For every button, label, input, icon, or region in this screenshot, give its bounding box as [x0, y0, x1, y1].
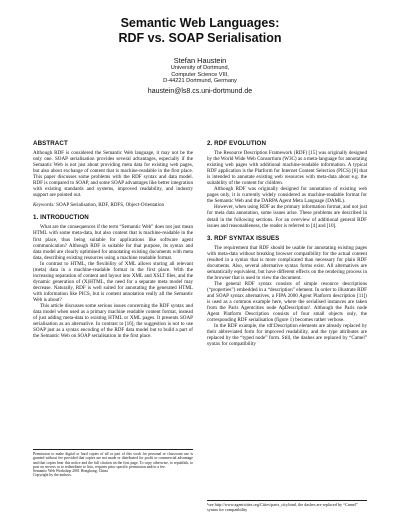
affiliation-line-1: University of Dortmund, [170, 65, 230, 71]
venue-line: Semantic Web Workshop 2001 Hongkong, China [33, 469, 108, 474]
introduction-heading: 1. INTRODUCTION [33, 214, 89, 222]
evolution-paragraph-2: Although RDF was originally designed for annotation of existing web pages only, it is currently widely considered as machine-readable format for the Semantic Web and the DARPA Agent Meta Language (DAML). [207, 186, 367, 205]
introduction-paragraph-2: In contrast to HTML, the flexibility of XML allows storing all relevant (meta) data in a machine-readable format in the first place. With the increasing separation of content and layout into XML and XSLT files, and the dynamic generation of (X)HTML, the need for a separate meta model may decrease. Naturally, RDF is well suited for annotating the generated HTML with information like PICS, but is content annotation really all the Semantic Web is about? [33, 260, 193, 303]
evolution-paragraph-1: The Resource Description Framework (RDF) [15] was originally designed by the World Wide Web Consortium (W3C) as a meta-language for annotating existing web pages with additional machine-readable information. A typical RDF application is the Platform for Internet Content Selection (PICS) [6] that is intended to annotate existing web resources with meta-data about e.g. the suitability of the content for children. [207, 150, 367, 187]
abstract-text: Although RDF is considered the Semantic Web language, it may not be the only one. SOAP serialisation provides several advantages, especially if the Semantic Web is not just about providing meta data for existing web pages, but also about exchange of content that is machine-readable in the first place. This paper discusses some problems with the RDF syntax and data model. RDF is compared to SOAP, and some SOAP advantages like better integration with existing standards and systems, improved readability, and industry support are pointed out. [33, 150, 193, 199]
abstract-heading: ABSTRACT [33, 140, 68, 147]
evolution-heading: 2. RDF EVOLUTION [207, 140, 267, 147]
permission-text: Permission to make digital or hard copies of all or part of this work for personal or classroom use is granted without fee provided that copies are not made or distributed for profit or commercial advantage and that copies bear this notice and the full citation on the first page. To copy otherwise, to republish, to post on servers or to redistribute to lists, requires prior specific permission and/or a fee. [33, 452, 193, 469]
title-line-1: Semantic Web Languages: [120, 16, 280, 30]
keywords-list: SOAP Serialisation, RDF, RDFS, Object-Orientation [56, 202, 165, 209]
syntax-paragraph-3: In the RDF example, the rdf:Description elements are already replaced by their abbreviated form for improved readability, and the type attributes are replaced by the “typed node” form. Still, the dashes are replaced by “Camel” syntax for compatibility [207, 323, 367, 348]
introduction-paragraph-1: What are the consequences if the term “Semantic Web” does not just mean HTML with some meta-data, but also content that is machine-readable in the first place, thus being suitable for applications like software agent communication? Although RDF is suitable for that purpose, its syntax and data model are clearly optimised for annotating existing documents with meta data, describing existing resources using a machine readable format. [33, 224, 193, 261]
keywords-label: Keywords: [33, 202, 55, 209]
left-column [33, 140, 193, 339]
affiliation-line-2: Computer Science VIII, [171, 71, 229, 78]
syntax-paragraph-1: The requirement that RDF should be usable for annotating existing pages with meta-data without breaking browser compatibility for the actual content resulted in a syntax that is more complicated than necessary for plain RDF documents. Also, several alternative syntax forms exist. All alternatives are semantically equivalent, but have different effects on the rendering process in the browser that is used to view the document. [207, 244, 367, 281]
permission-notice [33, 449, 193, 478]
author-block [0, 56, 400, 96]
copyright-line: Copyright by the authors. [33, 473, 72, 478]
affiliation-line-3: D-44221 Dortmund, Germany [163, 78, 237, 85]
syntax-heading: 3. RDF SYNTAX ISSUES [207, 234, 280, 242]
paper-title [0, 16, 400, 45]
author-email: haustein@ls8.cs.uni-dortmund.de [147, 87, 253, 95]
keywords [33, 202, 193, 208]
paper-header [0, 16, 400, 96]
right-column [207, 140, 367, 347]
footnote: ¹see http://www.agentcities.org/Cities/paris_city.html, the dashes are replaced by “Camel” syntax for compatibility [207, 500, 367, 513]
syntax-paragraph-2: The general RDF syntax consists of simple resource descriptions (“properties”) embedded in a “description” element. In order to illustrate RDF and SOAP syntax alternatives, a FIPA 2000 Agent Platform description [11]) is used as a common example here, where the serialised instances are taken from the Paris Agentcities node ApDescription¹. Although the Paris node Agent Platform Description consists of four small objects only, the corresponding RDF serialisation (figure 1) becomes rather verbose. [207, 280, 367, 324]
author-name: Stefan Haustein [173, 56, 227, 65]
title-line-2: RDF vs. SOAP Serialisation [118, 30, 282, 45]
evolution-paragraph-3: However, when using RDF as the primary information format, and not just for meta data annotation, some issues arise. These problems are described in detail in the following sections. For an overview of additional general RDF issues and reasonableness, the reader is referred to [4] and [10]. [207, 204, 367, 229]
introduction-paragraph-3: This article discusses some serious issues concerning the RDF syntax and data model when used as a primary machine readable content format, instead of just adding meta-data to existing HTML or XML pages. It presents SOAP serialisation as an alternative. In contrast to [16], the suggestion is not to use SOAP just as a syntax encoding of the RDF data model but to build a part of the Semantic Web on SOAP serialisation in the first place. [33, 303, 193, 340]
